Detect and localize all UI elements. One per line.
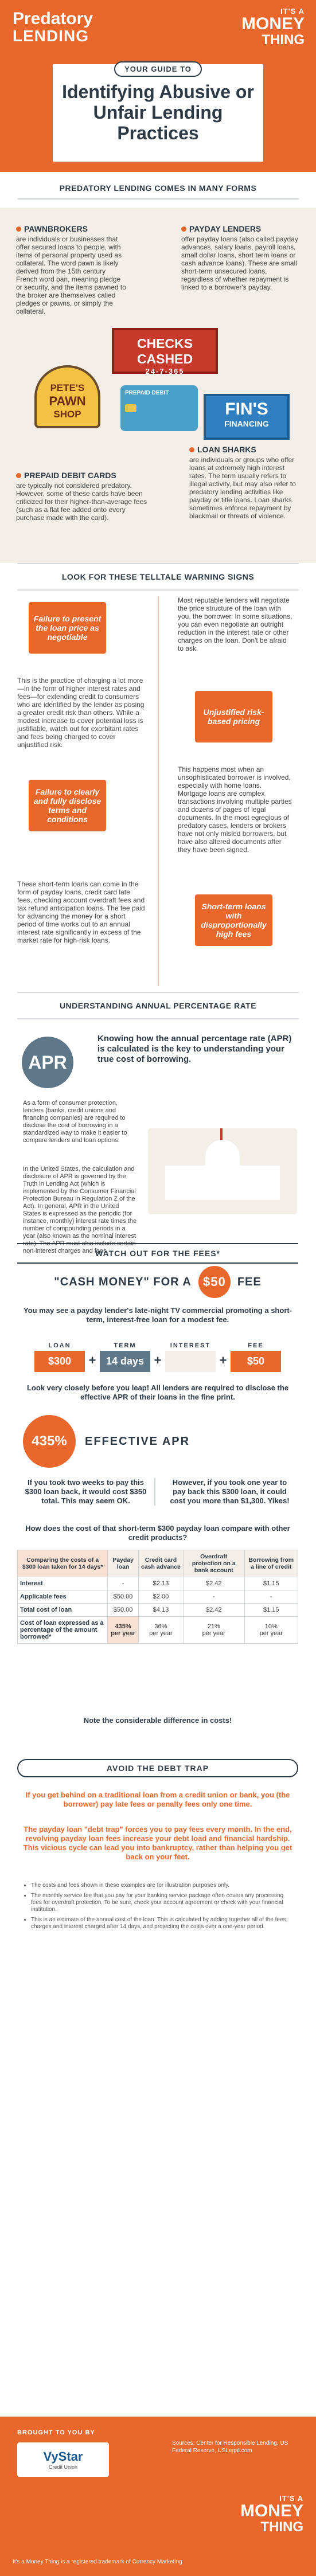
table-header-row: [18, 1550, 298, 1577]
logo-line2: MONEY: [240, 2501, 303, 2520]
checks-sign-text: CHECKS CASHED: [136, 336, 193, 366]
logo-line1: IT'S A: [280, 7, 305, 15]
cash-money-row: [17, 1266, 298, 1298]
table-cell: $1.15: [244, 1604, 298, 1617]
table-row: [18, 1590, 298, 1604]
apr-title-text: UNDERSTANDING ANNUAL PERCENTAGE RATE: [59, 1001, 257, 1010]
footnote: • This is an estimate of the annual cost of the loan. This is calculated by adding together all of the fees, charges and interest charged after 14 days, and projecting the costs over a one-year period.: [31, 1917, 292, 1930]
effective-apr-label: EFFECTIVE APR: [85, 1434, 190, 1448]
effective-apr-row: [23, 1415, 292, 1468]
footnote: • The monthly service fee that you pay for your banking service package often covers any processing fees for overdraft protection. To be sure, check your account agreement or check with your financial institution.: [31, 1893, 292, 1913]
table-cell: -: [184, 1590, 245, 1604]
table-cell: 435% per year: [108, 1617, 139, 1644]
fee-cell: [231, 1340, 281, 1372]
strip-value: $50: [231, 1351, 281, 1372]
warning-badge: Unjustified risk-based pricing: [195, 691, 272, 742]
apr-left-text: As a form of consumer protection, lenders (banks, credit unions and financing companies) are required to disclose the cost of borrowing in a standardized way to make it easier to compare lenders and loan options.: [23, 1100, 127, 1144]
payday-text: offer payday loans (also called payday advances, salary loans, payroll loans, small dollar loans, short term loans or cash advance loans). These are small short-term unsecured loans, regardless of whether repayment is linked to a borrower's payday.: [181, 235, 298, 291]
table-cell: -: [244, 1590, 298, 1604]
table-cell: $50.00: [108, 1604, 139, 1617]
look-closely-text: Look very closely before you leap! All lenders are required to disclose the effective APR of their loans in the fine print.: [26, 1383, 289, 1401]
table-cell: $1.15: [244, 1577, 298, 1590]
table-note: Note the considerable difference in costs!: [83, 1716, 232, 1725]
strip-label: FEE: [248, 1342, 264, 1349]
header: [0, 0, 316, 172]
fins-sign-sub: FINANCING: [224, 419, 269, 428]
warning-section: [0, 591, 316, 992]
brought-by-label: BROUGHT TO YOU BY: [17, 2429, 95, 2436]
bullet-icon: [189, 447, 194, 452]
card-chip-icon: [125, 404, 136, 412]
cost-comparison-columns: [23, 1478, 292, 1506]
sharks-heading: LOAN SHARKS: [197, 445, 256, 454]
warning-text: These short-term loans can come in the form of payday loans, credit card late fees, checking account overdraft fees and tax refund anticipation loans. The fee paid for advancing the money for a short period of time works out to an annual interest rate significantly in excess of the market rate for high-risk loans.: [17, 880, 145, 944]
apr-law-text: In the United States, the calculation and disclosure of APR is governed by the Truth in Lending Act (which is implemented by the Consumer Financial Protection Bureau in Regulation Z of the Act). In general, APR in the United States is expressed as the periodic (for instance, monthly) interest rate times the number of compounding periods in a year (also known as the nominal interest rate). The APR must also include certain non-interest charges and fees.: [23, 1166, 137, 1254]
bullet-icon: [16, 473, 21, 478]
loan-cell: [34, 1340, 85, 1372]
logo-line2: MONEY: [241, 14, 305, 33]
apr-section-title: [17, 992, 299, 1019]
apr-section: [0, 1019, 316, 1753]
plus-icon: +: [219, 1353, 227, 1367]
footnotes: [23, 1882, 292, 1934]
capitol-illustration: [148, 1128, 297, 1214]
prepaid-text: are typically not considered predatory. However, some of these cards have been criticized for their higher-than-average fees (such as a flat fee added onto every purchase made with the card).: [16, 482, 147, 522]
trademark-text: It's a Money Thing is a registered trademark of Currency Marketing: [13, 2559, 182, 2565]
prepaid-card-illustration: [120, 385, 198, 431]
forms-title-text: PREDATORY LENDING COMES IN MANY FORMS: [59, 183, 257, 193]
loan-terms-strip: [34, 1340, 281, 1372]
divider: [18, 198, 299, 200]
sharks-text: are individuals or groups who offer loans at extremely high interest rates. The term usually refers to illegal activity, but may also refer to predatory lending activities like payday or title loans. Loan sharks sometimes enforce repayment by blackmail or threats of violence.: [189, 456, 296, 520]
warning-text: Most reputable lenders will negotiate the price structure of the loan with you, the borrower. In some situations, you can even negotiate an outright reduction in the interest rate or other charges on the loan. Don't be afraid to ask.: [178, 596, 292, 652]
card-label: PREPAID DEBIT: [125, 390, 169, 396]
checks-sign-sub: 24-7-365: [145, 367, 185, 376]
money-thing-logo: [241, 7, 305, 48]
warning-title-text: LOOK FOR THESE TELLTALE WARNING SIGNS: [61, 572, 255, 581]
building-shape: [165, 1166, 280, 1200]
debt-trap-section: [0, 1753, 316, 2017]
strip-value: $300: [34, 1351, 85, 1372]
brand-line2: LENDING: [13, 27, 89, 45]
apr-badge: APR: [22, 1037, 73, 1088]
table-question: How does the cost of that short-term $300 payday loan compare with other credit products?: [25, 1524, 290, 1542]
term-cell: [100, 1340, 150, 1372]
forms-section: [0, 208, 316, 563]
table-cell: 21% per year: [184, 1617, 245, 1644]
table-header: Comparing the costs of a $300 loan taken for 14 days*: [18, 1550, 108, 1577]
strip-label: LOAN: [48, 1342, 71, 1349]
divider: [158, 596, 159, 986]
warning-badge: Short-term loans with disproportionally high fees: [195, 894, 272, 946]
fee-word: FEE: [237, 1275, 262, 1288]
pawnbrokers-heading: PAWNBROKERS: [24, 224, 88, 233]
warning-text: This happens most when an unsophisticated borrower is involved, especially with home loans. Mortgage loans are complex transactions involving multiple parties and dozens of pages of legal documents. In the most egregious of predatory cases, lenders or brokers have not only misled borrowers, but have also altered documents after they have been signed.: [178, 765, 292, 854]
fees-title: WATCH OUT FOR THE FEES*: [17, 1243, 298, 1264]
prepaid-heading: PREPAID DEBIT CARDS: [24, 471, 116, 480]
footnote: • The costs and fees shown in these examples are for illustration purposes only.: [31, 1882, 292, 1889]
row-label: Total cost of loan: [18, 1604, 108, 1617]
table-header: Borrowing from a line of credit: [244, 1550, 298, 1577]
strip-label: TERM: [114, 1342, 136, 1349]
table-header: Credit card cash advance: [138, 1550, 183, 1577]
page-title: Identifying Abusive or Unfair Lending Practices: [62, 81, 254, 143]
vystar-name: VyStar: [43, 2449, 83, 2464]
prepaid-box: [16, 471, 148, 522]
title-card: [53, 64, 263, 162]
checks-cashed-sign: [112, 328, 218, 374]
effective-apr-circle: 435%: [23, 1415, 76, 1468]
comparison-table: [17, 1550, 298, 1644]
table-row: [18, 1617, 298, 1644]
table-cell: 10% per year: [244, 1617, 298, 1644]
table-cell: $2.42: [184, 1604, 245, 1617]
warning-text: This is the practice of charging a lot more—in the form of higher interest rates and fees—for extending credit to consumers who are identified by the lender as posing a greater credit risk than others. While a modest increase to cover potential loss is justifiable, watch out for exorbitant rates and fees being charged to cover unjustified risk.: [17, 677, 145, 749]
pawn-sign-line1: PETE'S: [50, 382, 85, 393]
one-year-text: However, if you took one year to pay back this $300 loan, it could cost you more than $1,300. Yikes!: [170, 1478, 290, 1505]
two-weeks-text: If you took two weeks to pay this $300 loan back, it would cost $350 total. This may seem OK.: [23, 1478, 155, 1506]
logo-line1: IT'S A: [279, 2494, 303, 2503]
strip-value: 14 days: [100, 1351, 150, 1372]
row-label: Applicable fees: [18, 1590, 108, 1604]
vystar-logo: [17, 2442, 109, 2477]
plus-icon: +: [88, 1353, 96, 1367]
warning-badge: Failure to clearly and fully disclose terms and conditions: [29, 780, 106, 831]
table-cell: -: [108, 1577, 139, 1590]
row-label: Cost of loan expressed as a percentage of the amount borrowed*: [18, 1617, 108, 1644]
strip-label: INTEREST: [170, 1342, 211, 1349]
debt-trap-p2: The payday loan "debt trap" forces you to pay fees every month. In the end, revolving payday loan fees increase your debt load and financial hardship. This vicious cycle can lead you into bankruptcy, rather than helping you get back on your feet.: [23, 1825, 292, 1861]
pawn-sign-line3: SHOP: [53, 409, 81, 420]
pawnbrokers-text: are individuals or businesses that offer secured loans to people, with items of personal property used as collateral. The word pawn is likely derived from the 15th century French word pan, meaning pledge or security, and the items pawned to the broker are themselves called pledges or pawns, or simply the collateral.: [16, 235, 126, 315]
table-cell: $2.00: [138, 1590, 183, 1604]
guide-pill: YOUR GUIDE TO: [114, 61, 202, 77]
table-row: [18, 1577, 298, 1590]
debt-trap-title: AVOID THE DEBT TRAP: [17, 1759, 298, 1777]
money-thing-logo: [240, 2494, 303, 2535]
logo-line3: THING: [260, 2519, 303, 2535]
dome-shape: [205, 1140, 240, 1166]
table-cell: 36% per year: [138, 1617, 183, 1644]
flag-icon: [220, 1128, 223, 1141]
table-cell: $50.00: [108, 1590, 139, 1604]
row-label: Interest: [18, 1577, 108, 1590]
table-header: Payday loan: [108, 1550, 139, 1577]
table-cell: $2.13: [138, 1577, 183, 1590]
apr-intro: Knowing how the annual percentage rate (APR) is calculated is the key to understanding your true cost of borrowing.: [97, 1034, 292, 1064]
vystar-sub: Credit Union: [48, 2464, 77, 2470]
plus-icon: +: [154, 1353, 162, 1367]
pawn-shop-sign: [34, 365, 100, 428]
bullet-icon: [16, 226, 21, 232]
table-header: Overdraft protection on a bank account: [184, 1550, 245, 1577]
interest-cell: [165, 1340, 216, 1372]
warning-badge: Failure to present the loan price as negotiable: [29, 602, 106, 654]
fins-financing-sign: [204, 394, 290, 440]
forms-section-title: [0, 172, 316, 208]
logo-line3: THING: [262, 32, 305, 48]
cash-money-label: "CASH MONEY" FOR A: [54, 1275, 192, 1288]
brand-line1: Predatory: [13, 9, 93, 28]
bullet-icon: [181, 226, 186, 232]
loan-sharks-box: [189, 445, 301, 520]
brand-title: [13, 10, 93, 45]
sources-text: Sources: Center for Responsible Lending, US Federal Reserve, USLegal.com: [172, 2440, 288, 2454]
table-cell: $2.42: [184, 1577, 245, 1590]
table-cell: $4.13: [138, 1604, 183, 1617]
pawn-sign-line2: PAWN: [49, 394, 86, 408]
strip-value: [165, 1351, 216, 1372]
payday-box: [181, 225, 299, 291]
tv-commercial-text: You may see a payday lender's late-night TV commercial promoting a short-term, interest-free loan for a modest fee.: [23, 1306, 292, 1324]
warning-section-title: [17, 563, 299, 591]
payday-heading: PAYDAY LENDERS: [189, 224, 262, 233]
fins-sign-text: FIN'S: [225, 400, 268, 419]
footer: [0, 2417, 316, 2576]
pawnbrokers-box: [16, 225, 128, 315]
debt-trap-p1: If you get behind on a traditional loan from a credit union or bank, you (the borrower) pay late fees or penalty fees only one time.: [25, 1791, 290, 1808]
fee-amount-circle: $50: [198, 1266, 231, 1298]
table-row: [18, 1604, 298, 1617]
